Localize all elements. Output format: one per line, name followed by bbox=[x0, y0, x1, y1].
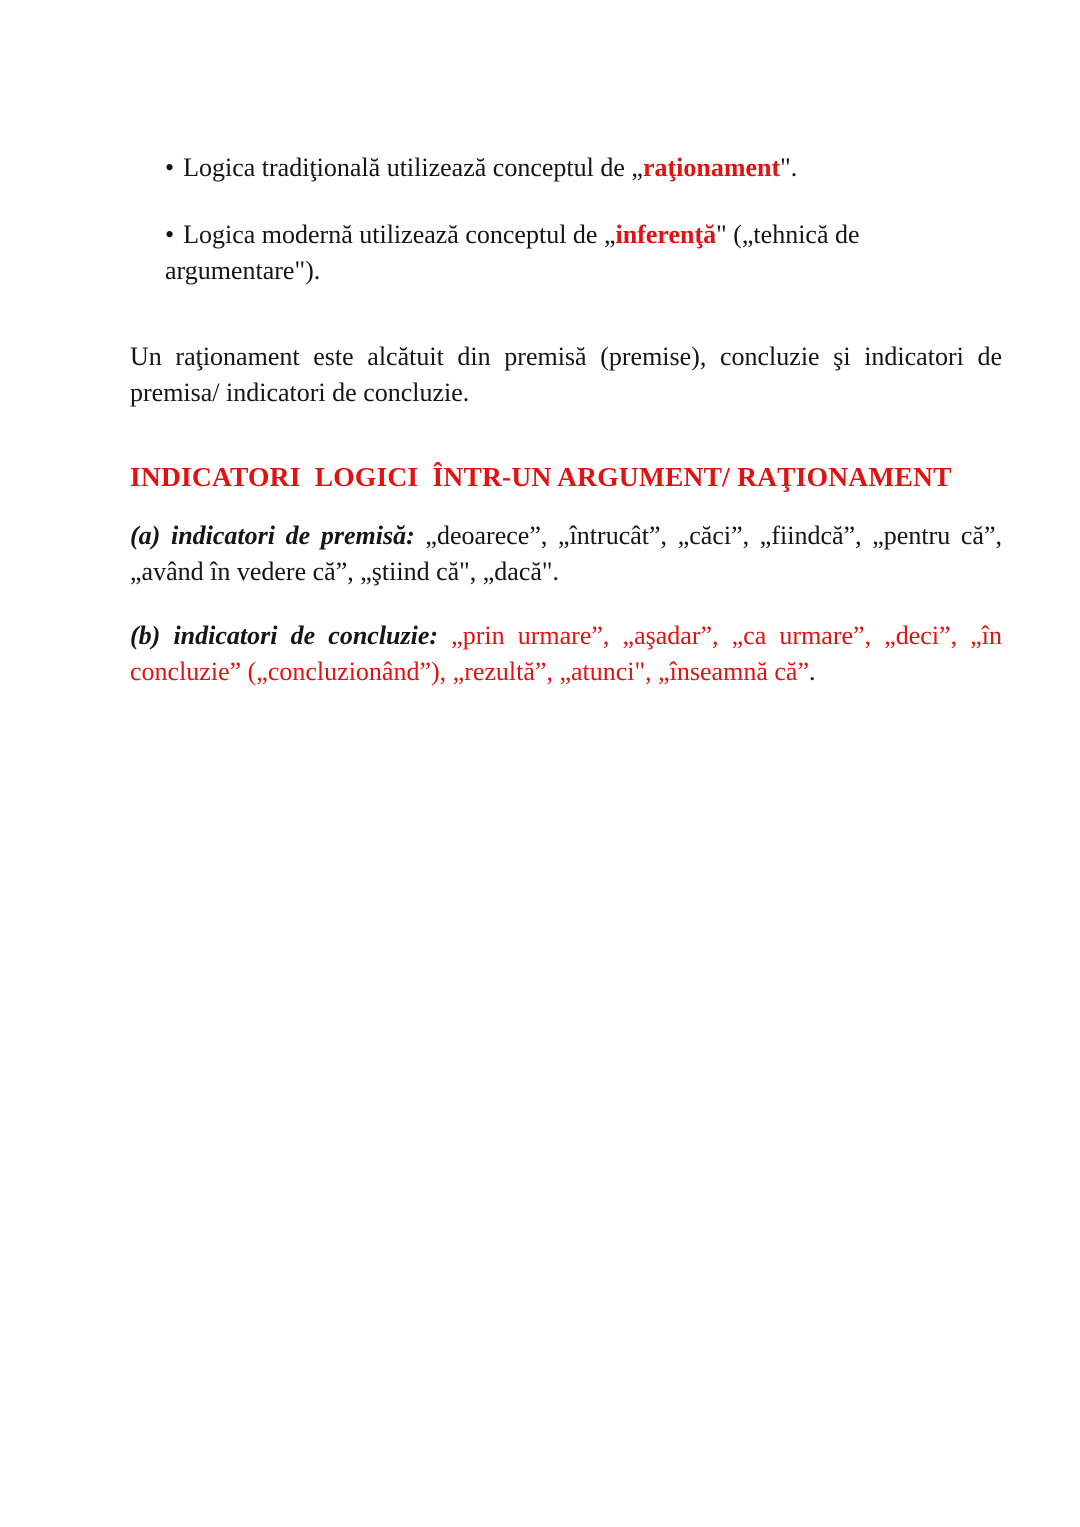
section-heading-indicatori-logici: INDICATORI LOGICI ÎNTR-UN ARGUMENT/ RAŢIONAMENT bbox=[130, 461, 952, 492]
bullet-text-prefix: Logica tradiţională utilizează conceptul de „ bbox=[183, 153, 643, 182]
item-b-text-red: „prin urmare”, „aşadar”, „ca urmare”, „deci”, „în concluzie” („concluzionând”), „rezultă”, „atunci", „înseamnă că” bbox=[130, 621, 1002, 686]
paragraph-rationament-definition: Un raţionament este alcătuit din premisă (premise), concluzie şi indicatori de premisa/ indicatori de concluzie. bbox=[130, 342, 1002, 407]
item-a-indicatori-premisa bbox=[130, 518, 1002, 590]
bullet-item-modern-logic bbox=[165, 217, 1002, 289]
bullet-icon: • bbox=[165, 153, 175, 182]
item-a-text: „deoarece”, „întrucât”, „căci”, „fiindcă”, „pentru că”, „având în vedere că”, „ştiind că", „dacă". bbox=[130, 521, 1002, 586]
keyword-rationament: raţionament bbox=[642, 153, 781, 182]
bullet-text-prefix: Logica modernă utilizează conceptul de „ bbox=[183, 220, 616, 249]
bullet-item-traditional-logic bbox=[165, 150, 1002, 186]
item-b-period: . bbox=[808, 657, 816, 686]
item-b-indicatori-concluzie bbox=[130, 618, 1002, 690]
bullet-icon: • bbox=[165, 220, 175, 249]
bullet-text-suffix: " („tehnică de argumentare"). bbox=[165, 220, 860, 285]
item-b-label: (b) indicatori de concluzie: bbox=[130, 621, 439, 650]
item-a-label: (a) indicatori de premisă: bbox=[130, 521, 415, 550]
bullet-text-suffix: ". bbox=[780, 153, 798, 182]
text-column bbox=[130, 150, 1002, 690]
keyword-inferenta: inferenţă bbox=[615, 220, 717, 249]
